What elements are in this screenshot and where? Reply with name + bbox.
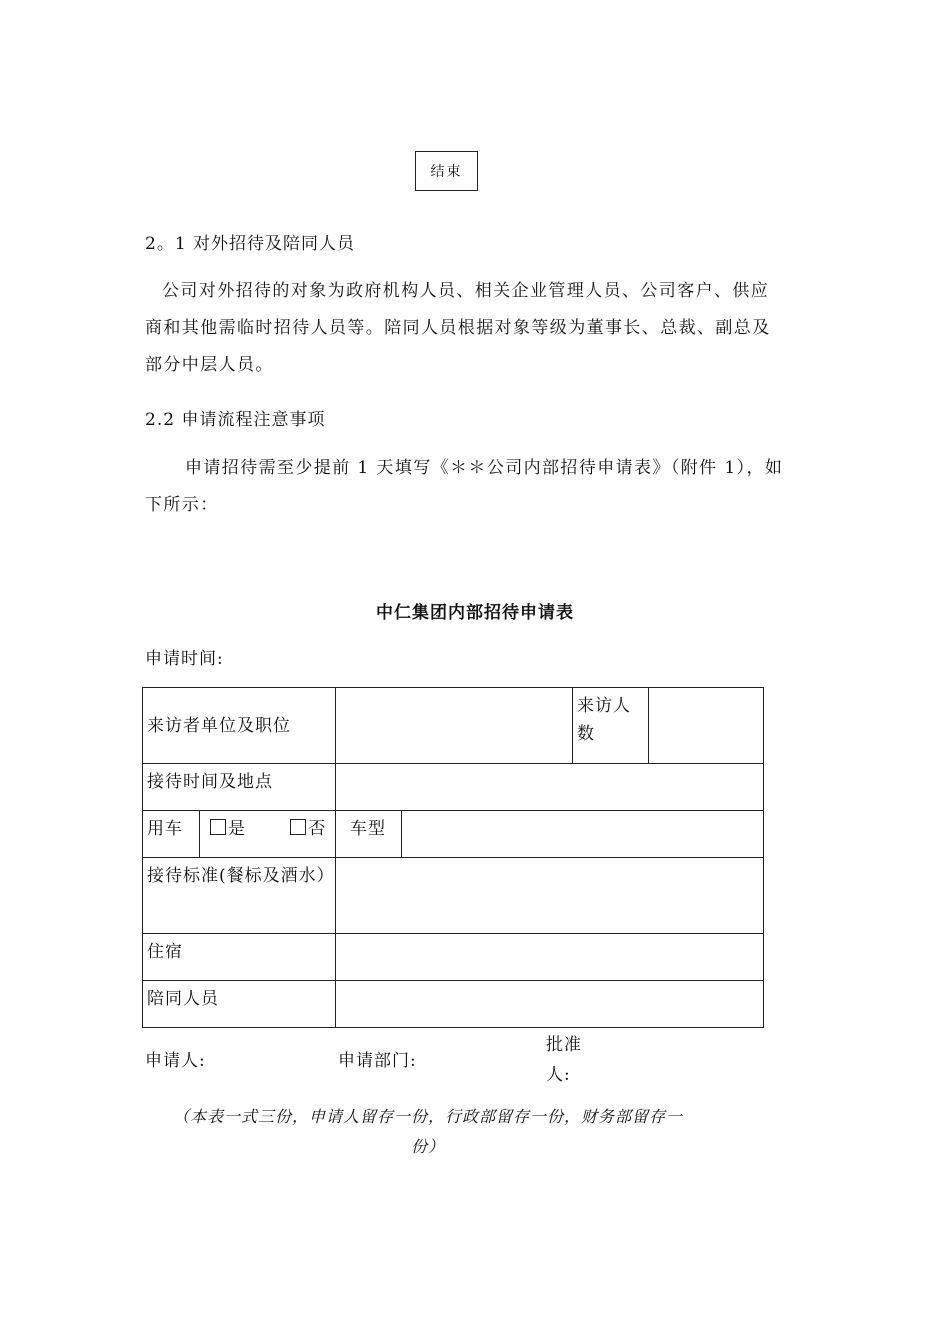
vehicle-no-option[interactable] [252,819,326,839]
vehicle-type-label: 车型 [336,811,402,858]
applicant-label: 申请人: [145,1051,206,1071]
paragraph-line: 商和其他需临时招待人员等。陪同人员根据对象等级为董事长、总裁、副总及 [145,318,771,338]
reception-standard-field[interactable] [336,858,764,934]
form-row-lodging [143,934,764,981]
vehicle-options [200,811,336,858]
section-2-2-heading: 2.2 申请流程注意事项 [145,410,326,430]
vehicle-yes-option[interactable] [204,819,246,839]
vehicle-label: 用车 [143,811,200,858]
paragraph-line: 申请招待需至少提前 1 天填写《＊＊公司内部招待申请表》（附件 1），如 [185,458,784,478]
form-row-standard [143,858,764,934]
vehicle-yes-label: 是 [228,819,246,839]
reception-standard-label: 接待标准(餐标及酒水） [143,858,336,934]
paragraph-line: 公司对外招待的对象为政府机构人员、相关企业管理人员、公司客户、供应 [162,281,770,301]
flowchart-end-label: 结束 [430,164,463,180]
visitor-count-label: 来访人数 [573,688,649,764]
paragraph-line: 部分中层人员。 [145,355,274,375]
approver-label: 批准人: [546,1035,582,1085]
vehicle-yes-checkbox[interactable] [210,819,226,835]
section-2-1-heading: 2。1 对外招待及陪同人员 [145,234,356,254]
apply-time-label: 申请时间: [145,649,224,669]
vehicle-no-label: 否 [308,819,327,839]
visitor-count-field[interactable] [649,688,764,764]
section-2-1-paragraph [145,273,810,384]
visitor-unit-label: 来访者单位及职位 [143,688,336,764]
accompany-field[interactable] [336,981,764,1028]
form-title: 中仁集团内部招待申请表 [376,603,574,623]
form-row-vehicle [143,811,764,858]
lodging-label: 住宿 [143,934,336,981]
lodging-field[interactable] [336,934,764,981]
form-row-visitor [143,688,764,764]
visitor-unit-field[interactable] [336,688,573,764]
reception-time-place-field[interactable] [336,764,764,811]
application-form-table [142,687,764,1028]
accompany-label: 陪同人员 [143,981,336,1028]
vehicle-type-field[interactable] [402,811,764,858]
section-2-2-paragraph [145,450,810,524]
form-row-accompany [143,981,764,1028]
vehicle-no-checkbox[interactable] [290,819,306,835]
reception-time-place-label: 接待时间及地点 [143,764,336,811]
form-row-reception-time [143,764,764,811]
department-label: 申请部门: [338,1051,417,1071]
form-copies-note: （本表一式三份，申请人留存一份，行政部留存一份，财务部留存一份） [172,1107,683,1156]
flowchart-end-box [415,151,478,191]
paragraph-line: 下所示： [145,495,219,515]
